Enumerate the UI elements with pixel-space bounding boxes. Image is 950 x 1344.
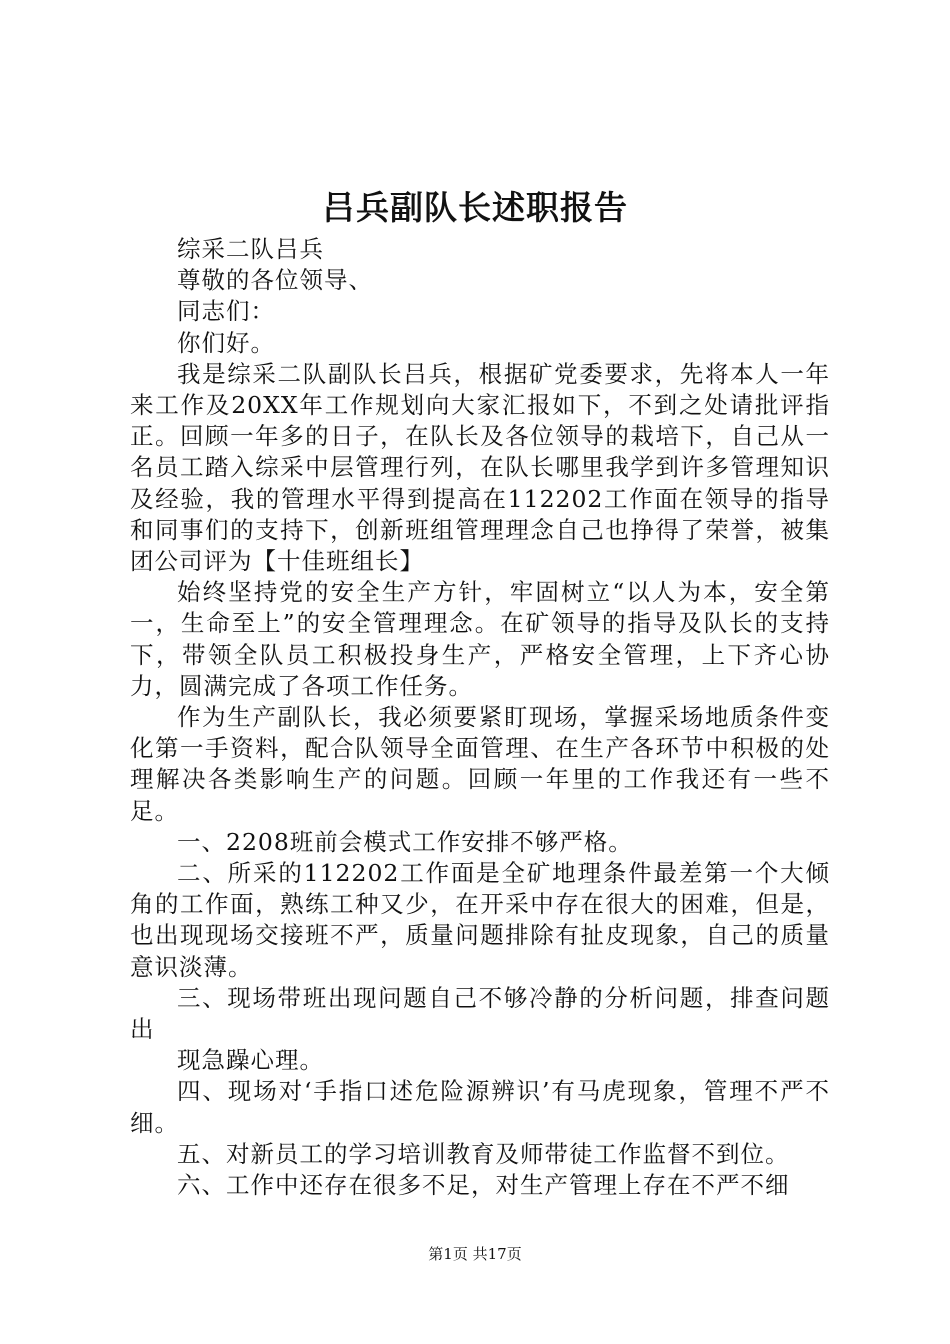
shortcoming-item-3-continued: 现急躁心理。: [177, 1046, 324, 1075]
paragraph-safety: 始终坚持党的安全生产方针，牢固树立“以人为本，安全第一，生命至上”的安全管理理念。在矿领导的指导及队长的支持下，带领全队员工积极投身生产，严格安全管理，上下齐心协力，圆满完成了各项工作任务。: [130, 578, 830, 700]
author-line: 综采二队吕兵: [177, 235, 324, 263]
shortcoming-item-4: 四、现场对‘手指口述危险源辨识’有马虎现象，管理不严不细。: [130, 1077, 830, 1137]
page-footer: 第1页 共17页: [428, 1245, 522, 1263]
document-body: [130, 234, 830, 1201]
shortcoming-item-3: 三、现场带班出现问题自己不够冷静的分析问题，排查问题出: [130, 983, 830, 1044]
paragraph-intro: 我是综采二队副队长吕兵，根据矿党委要求，先将本人一年来工作及20XX年工作规划向大家汇报如下，不到之处请批评指正。回顾一年多的日子，在队长及各位领导的栽培下，自己从一名员工踏入综采中层管理行列，在队长哪里我学到许多管理知识及经验，我的管理水平得到提高在112202工作面在领导的指导和同事们的支持下，创新班组管理理念自己也挣得了荣誉，被集团公司评为【十佳班组长】: [130, 359, 830, 576]
shortcoming-item-1: 一、2208班前会模式工作安排不够严格。: [177, 827, 633, 856]
paragraph-role: 作为生产副队长，我必须要紧盯现场，掌握采场地质条件变化第一手资料，配合队领导全面管理、在生产各环节中积极的处理解决各类影响生产的问题。回顾一年里的工作我还有一些不足。: [130, 703, 830, 825]
shortcoming-item-2: 二、所采的112202工作面是全矿地理条件最差第一个大倾角的工作面，熟练工种又少，在开采中存在很大的困难，但是，也出现现场交接班不严，质量问题排除有扯皮现象，自己的质量意识淡薄。: [130, 859, 830, 981]
shortcoming-item-5: 五、对新员工的学习培训教育及师带徒工作监督不到位。: [177, 1139, 790, 1168]
shortcoming-item-6: 六、工作中还存在很多不足，对生产管理上存在不严不细: [177, 1171, 790, 1200]
salutation-line-2: 同志们：: [177, 297, 275, 326]
salutation-line-1: 尊敬的各位领导、: [177, 266, 373, 295]
greeting-line: 你们好。: [177, 328, 275, 357]
document-title: 吕兵副队长述职报告: [322, 188, 628, 227]
